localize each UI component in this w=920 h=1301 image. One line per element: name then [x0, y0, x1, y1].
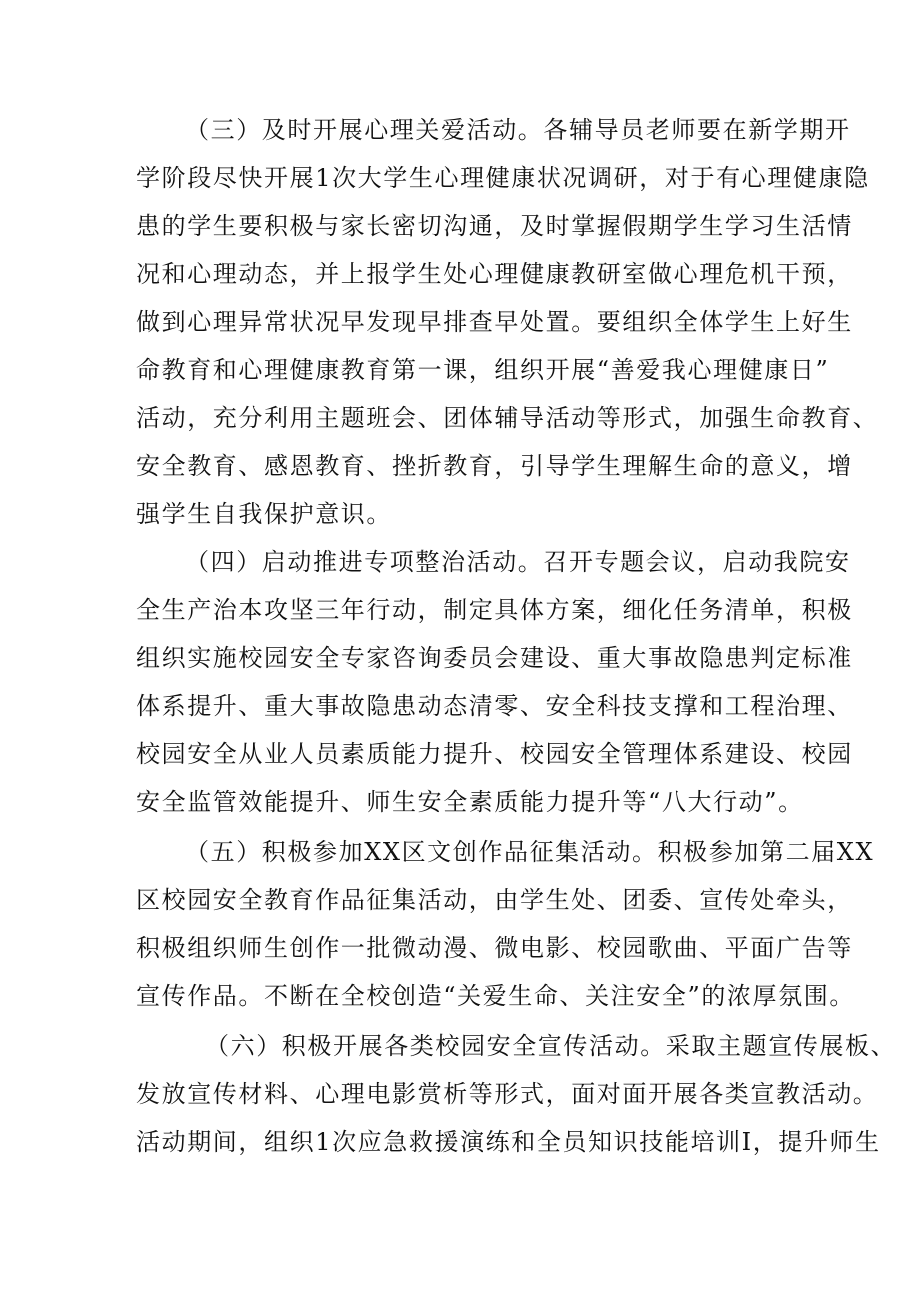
paragraph-4-line-2: 全生产治本攻坚三年行动，制定具体方案，细化任务清单，积极 [136, 596, 853, 624]
paragraph-3-line-8: 安全教育、感恩教育、挫折教育，引导学生理解生命的意义，增 [136, 452, 853, 480]
paragraph-3-line-2: 学阶段尽快开展1次大学生心理健康状况调研，对于有心理健康隐 [136, 164, 870, 192]
paragraph-4-line-5: 校园安全从业人员素质能力提升、校园安全管理体系建设、校园 [136, 740, 853, 768]
paragraph-5-line-2: 区校园安全教育作品征集活动，由学生处、团委、宣传处牵头， [136, 886, 853, 914]
paragraph-3-line-1: （三）及时开展心理关爱活动。各辅导员老师要在新学期开 [185, 116, 851, 144]
paragraph-3-line-6: 命教育和心理健康教育第一课，组织开展“善爱我心理健康日” [136, 356, 830, 384]
paragraph-5-line-3: 积极组织师生创作一批微动漫、微电影、校园歌曲、平面广告等 [136, 934, 853, 962]
paragraph-4-line-6: 安全监管效能提升、师生安全素质能力提升等“八大行动”。 [136, 788, 804, 816]
paragraph-3-line-5: 做到心理异常状况早发现早排查早处置。要组织全体学生上好生 [136, 308, 853, 336]
paragraph-4-line-3: 组织实施校园安全专家咨询委员会建设、重大事故隐患判定标准 [136, 644, 853, 672]
paragraph-3-line-7: 活动，充分利用主题班会、团体辅导活动等形式，加强生命教育、 [136, 404, 879, 432]
paragraph-5-line-4: 宣传作品。不断在全校创造“关爱生命、关注安全”的浓厚氛围。 [136, 982, 855, 1010]
paragraph-4-line-4: 体系提升、重大事故隐患动态清零、安全科技支撑和工程治理、 [136, 692, 853, 720]
paragraph-3-line-3: 患的学生要积极与家长密切沟通，及时掌握假期学生学习生活情 [136, 212, 853, 240]
paragraph-3-line-9: 强学生自我保护意识。 [136, 500, 392, 528]
paragraph-3-line-4: 况和心理动态，并上报学生处心理健康教研室做心理危机干预， [136, 260, 853, 288]
paragraph-6-line-2: 发放宣传材料、心理电影赏析等形式，面对面开展各类宣教活动。 [136, 1080, 879, 1108]
paragraph-5-line-1: （五）积极参加XX区文创作品征集活动。积极参加第二届XX [185, 838, 875, 866]
paragraph-6-line-3: 活动期间，组织1次应急救援演练和全员知识技能培训I，提升师生 [136, 1128, 881, 1156]
paragraph-6-line-1: （六）积极开展各类校园安全宣传活动。采取主题宣传展板、 [205, 1032, 897, 1060]
paragraph-4-line-1: （四）启动推进专项整治活动。召开专题会议，启动我院安 [185, 548, 851, 576]
